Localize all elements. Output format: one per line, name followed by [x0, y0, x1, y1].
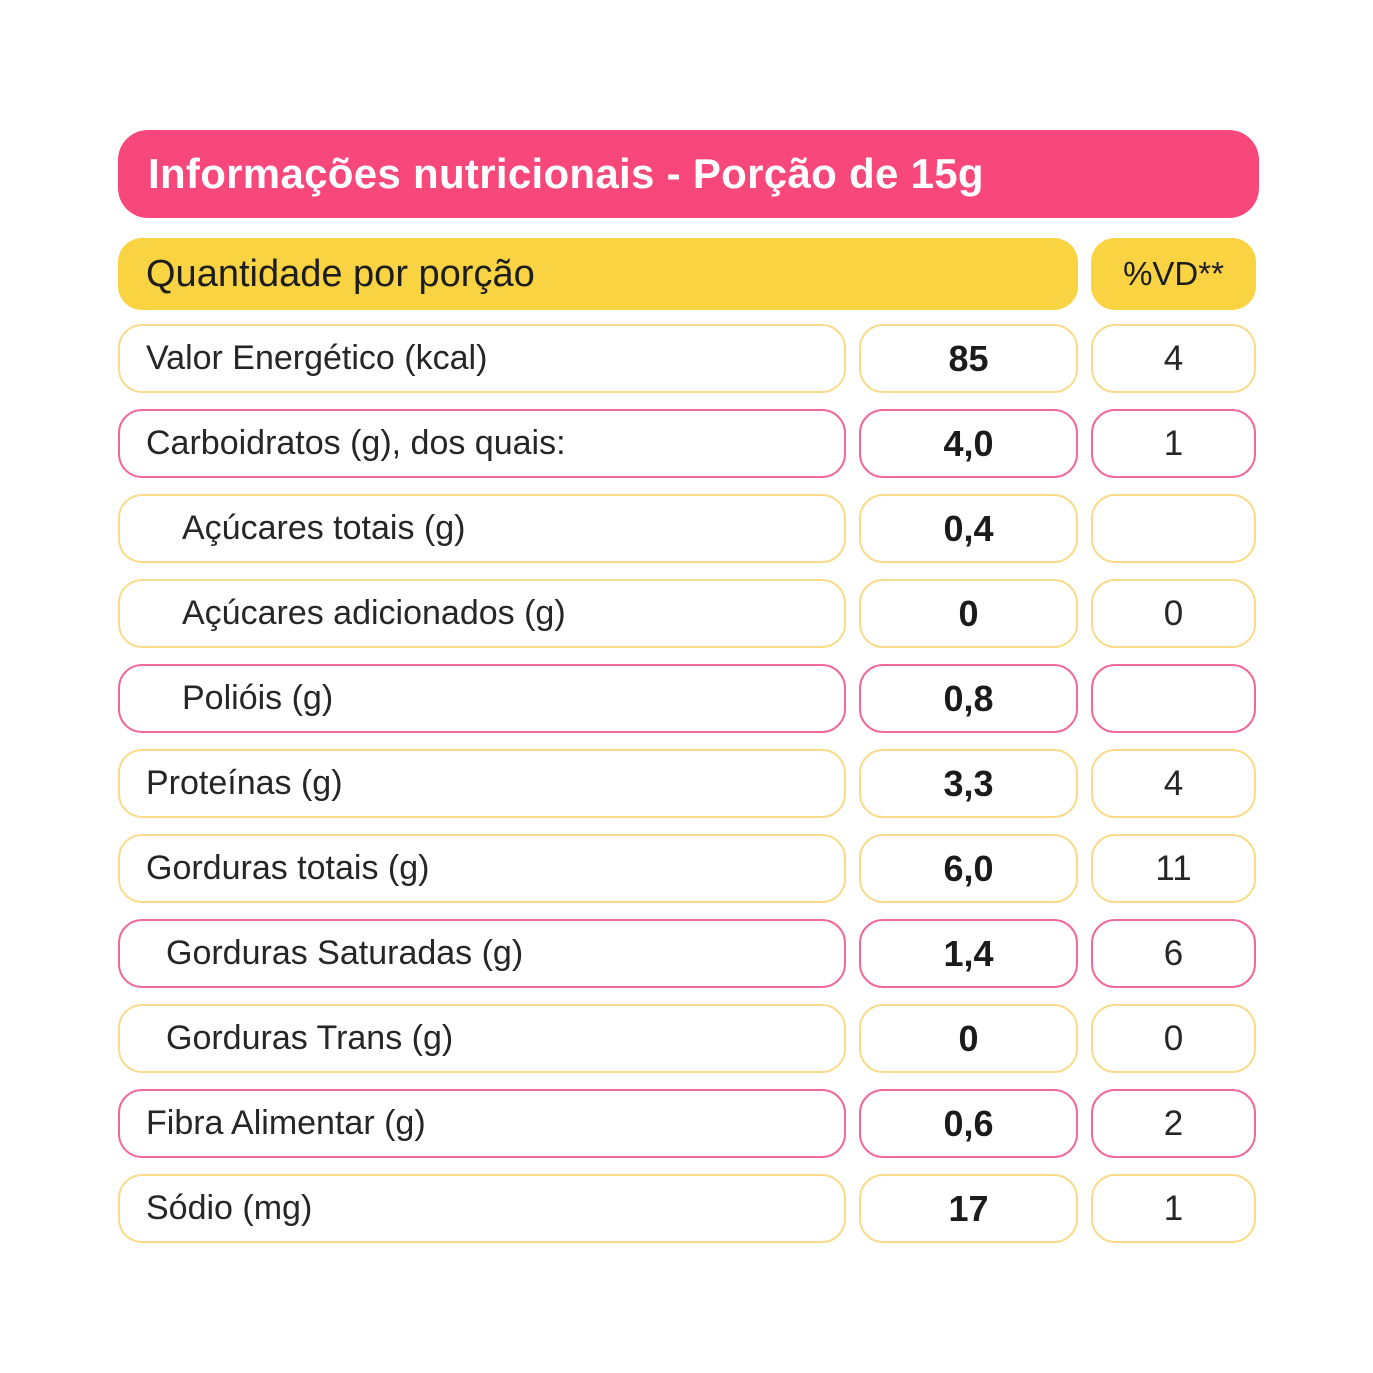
- row-value: 17: [948, 1187, 989, 1229]
- row-value-pill: [859, 664, 1078, 733]
- table-row: [118, 834, 1259, 903]
- row-dv-pill: [1091, 579, 1256, 648]
- row-label: Proteínas (g): [146, 764, 343, 802]
- quantity-header-bar: [118, 238, 1078, 310]
- row-value-pill: [859, 409, 1078, 478]
- row-value: 1,4: [943, 932, 994, 974]
- column-header-row: [118, 238, 1259, 310]
- table-row: [118, 664, 1259, 733]
- row-value: 4,0: [943, 422, 994, 464]
- row-label-pill: [118, 834, 846, 903]
- table-row: [118, 1004, 1259, 1073]
- page-title: Informações nutricionais - Porção de 15g: [148, 150, 984, 197]
- row-label: Valor Energético (kcal): [146, 339, 488, 377]
- row-value-pill: [859, 494, 1078, 563]
- row-label-pill: [118, 579, 846, 648]
- row-value: 0: [958, 1017, 979, 1059]
- table-row: [118, 919, 1259, 988]
- row-label-pill: [118, 1174, 846, 1243]
- row-label-pill: [118, 409, 846, 478]
- row-label: Carboidratos (g), dos quais:: [146, 424, 566, 462]
- row-label-pill: [118, 664, 846, 733]
- row-dv-pill: [1091, 324, 1256, 393]
- table-row: [118, 1174, 1259, 1243]
- row-dv-pill: [1091, 749, 1256, 818]
- row-value: 85: [948, 337, 989, 379]
- row-label: Fibra Alimentar (g): [146, 1104, 426, 1142]
- row-dv: 4: [1163, 763, 1184, 803]
- row-value: 0,6: [943, 1102, 994, 1144]
- table-row: [118, 1089, 1259, 1158]
- row-label: Polióis (g): [182, 679, 334, 717]
- row-label-pill: [118, 494, 846, 563]
- row-label: Açúcares adicionados (g): [182, 594, 566, 632]
- row-value: 0,4: [943, 507, 994, 549]
- dv-header-pill: [1091, 238, 1256, 310]
- row-dv: 1: [1163, 423, 1184, 463]
- row-dv: 4: [1163, 338, 1184, 378]
- row-value-pill: [859, 1089, 1078, 1158]
- row-dv-pill: [1091, 1004, 1256, 1073]
- dv-header-label: %VD**: [1123, 255, 1224, 292]
- row-dv-pill: [1091, 834, 1256, 903]
- row-value-pill: [859, 834, 1078, 903]
- row-label: Açúcares totais (g): [182, 509, 466, 547]
- row-dv-pill: [1091, 664, 1256, 733]
- row-label: Gorduras Trans (g): [166, 1019, 454, 1057]
- rows: [118, 324, 1259, 1243]
- row-dv-pill: [1091, 409, 1256, 478]
- row-dv: 6: [1163, 933, 1184, 973]
- row-label-pill: [118, 749, 846, 818]
- table-row: [118, 494, 1259, 563]
- row-label: Gorduras totais (g): [146, 849, 430, 887]
- row-label-pill: [118, 324, 846, 393]
- row-label-pill: [118, 1004, 846, 1073]
- row-dv-pill: [1091, 1089, 1256, 1158]
- nutrition-table: [118, 130, 1259, 1259]
- row-value: 0: [958, 592, 979, 634]
- row-value-pill: [859, 1174, 1078, 1243]
- row-dv-pill: [1091, 494, 1256, 563]
- row-value: 3,3: [943, 762, 994, 804]
- row-dv: 1: [1163, 1188, 1184, 1228]
- row-value: 0,8: [943, 677, 994, 719]
- row-label-pill: [118, 1089, 846, 1158]
- row-label: Sódio (mg): [146, 1189, 313, 1227]
- row-value-pill: [859, 919, 1078, 988]
- row-dv: 2: [1163, 1103, 1184, 1143]
- table-row: [118, 749, 1259, 818]
- row-dv: 0: [1163, 1018, 1184, 1058]
- row-value-pill: [859, 324, 1078, 393]
- table-row: [118, 409, 1259, 478]
- quantity-header-label: Quantidade por porção: [146, 252, 535, 295]
- table-row: [118, 324, 1259, 393]
- row-value-pill: [859, 749, 1078, 818]
- row-dv-pill: [1091, 919, 1256, 988]
- row-dv: 11: [1155, 848, 1192, 888]
- row-label-pill: [118, 919, 846, 988]
- row-dv: 0: [1163, 593, 1184, 633]
- row-value-pill: [859, 579, 1078, 648]
- row-label: Gorduras Saturadas (g): [166, 934, 524, 972]
- title-banner: [118, 130, 1259, 218]
- row-dv-pill: [1091, 1174, 1256, 1243]
- row-value-pill: [859, 1004, 1078, 1073]
- row-value: 6,0: [943, 847, 994, 889]
- table-row: [118, 579, 1259, 648]
